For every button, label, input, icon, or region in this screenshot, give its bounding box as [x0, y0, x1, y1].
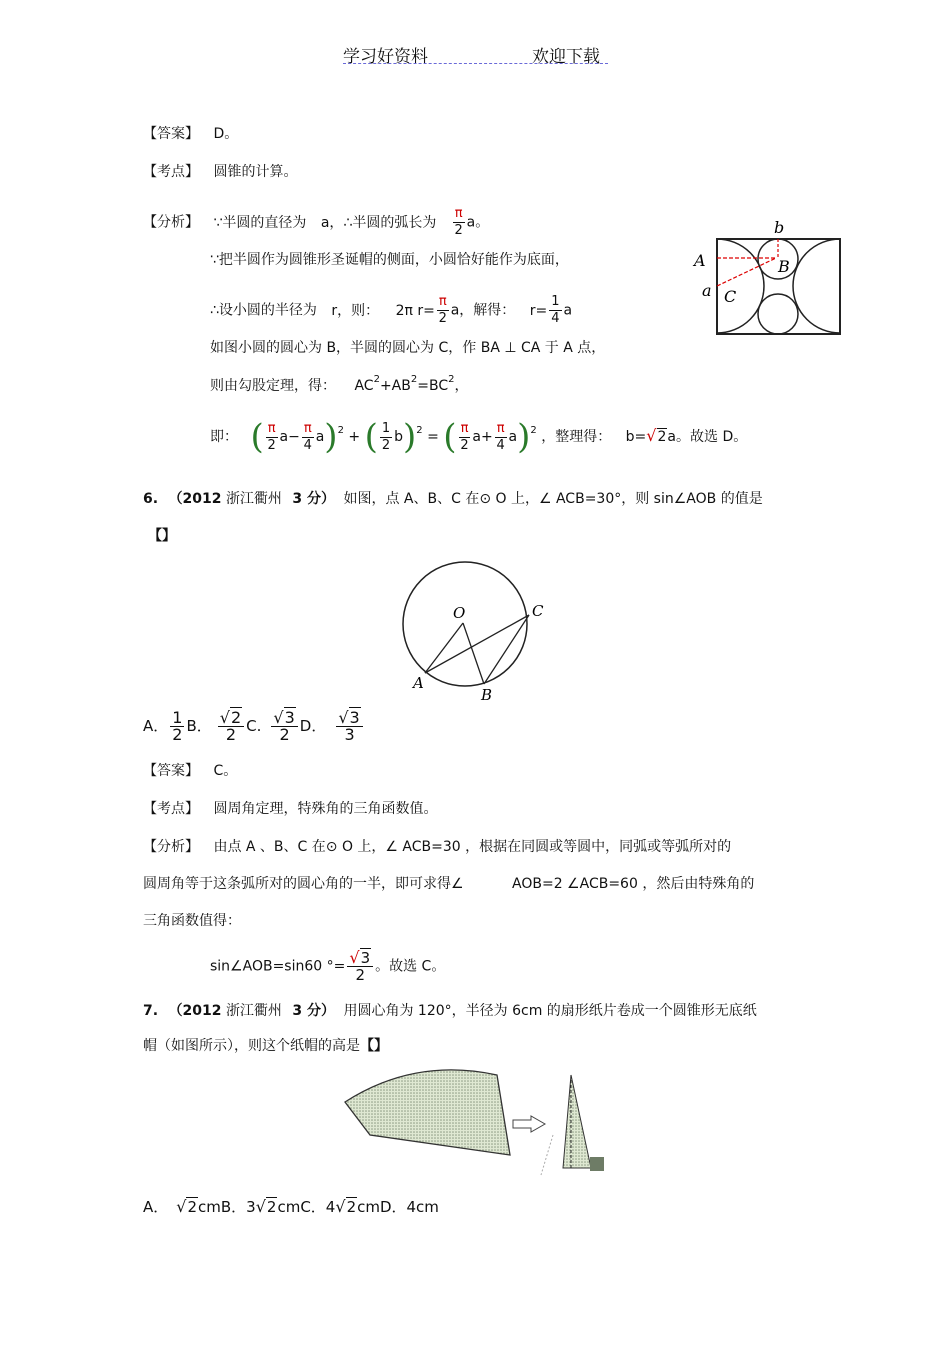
- radicand: 2: [266, 1198, 277, 1216]
- q5-fenxi-line5: [210, 374, 469, 397]
- answer-value: C。: [213, 763, 238, 779]
- segment-OA: [425, 623, 463, 673]
- fenxi-text: a，解得：: [450, 302, 516, 319]
- arrow-icon: [513, 1116, 545, 1132]
- fenxi-text: a: [508, 429, 518, 445]
- q6-answer-line: [143, 762, 237, 780]
- answer-tag: 【答案】: [143, 763, 199, 779]
- fenxi-text: a: [315, 429, 325, 445]
- paren: (: [364, 417, 378, 457]
- circle-figure: [395, 560, 555, 705]
- question-score: 3 分）: [292, 1003, 336, 1019]
- sector-paper: [345, 1070, 510, 1155]
- cone-dashed-edge: [541, 1135, 553, 1175]
- fraction: $\frac{1}{2}$: [381, 420, 391, 453]
- superscript: 2: [530, 425, 537, 436]
- fenxi-text: r，则：: [331, 302, 380, 319]
- radicand: 2: [657, 429, 667, 445]
- question-source: 浙江衢州: [225, 1003, 282, 1019]
- fenxi-text: ∴设小圆的半径为: [210, 302, 317, 319]
- fenxi-text: b=: [625, 429, 647, 445]
- fenxi-text: 2π r=: [395, 302, 435, 319]
- fenxi-text: ，整理得：: [541, 429, 612, 445]
- question-score: 3 分）: [292, 491, 336, 507]
- question-text: 如图，点 A、B、C 在⊙ O 上，∠ ACB=30°，则 sin∠AOB 的值是: [343, 491, 763, 507]
- q7-question-line2: [143, 1037, 388, 1055]
- kaodian-value: 圆锥的计算。: [213, 164, 298, 180]
- fenxi-text: 则由勾股定理，得：: [210, 378, 336, 394]
- label-C: C: [532, 602, 544, 620]
- answer-value: D。: [213, 126, 239, 142]
- circle-O: [403, 562, 527, 686]
- q5-answer-line: [143, 125, 238, 143]
- label-A: A: [694, 251, 706, 270]
- fenxi-text: ∵半圆的直径为: [213, 214, 307, 231]
- fenxi-text: a。故选 D。: [667, 429, 748, 445]
- label-b: b: [774, 218, 785, 237]
- option-label: C.: [246, 717, 262, 735]
- option-label: cmD．4cm: [357, 1198, 439, 1216]
- fenxi-text: =BC: [417, 378, 449, 394]
- label-a: a: [702, 281, 712, 300]
- q6-question: [143, 490, 763, 508]
- option-label: D．: [299, 717, 327, 735]
- paren: ): [324, 417, 338, 457]
- bottom-small-circle: [758, 294, 798, 334]
- header-right: 欢迎下载: [532, 47, 600, 67]
- cone-hat: [563, 1075, 591, 1168]
- question-year: （2012: [168, 1003, 222, 1019]
- header-left: 学习好资料: [343, 47, 428, 67]
- q5-fenxi-line6: [210, 417, 748, 457]
- q6-kaodian-line: [143, 800, 437, 818]
- radius-line: [717, 258, 776, 286]
- fraction: $\frac{\pi}{4}$: [496, 420, 505, 453]
- q7-question-line1: [143, 1002, 757, 1020]
- fenxi-text: r=: [529, 302, 548, 319]
- label-B: B: [778, 257, 790, 276]
- fraction: $\frac{√2}{2}$: [218, 710, 244, 743]
- radical-sign: √: [255, 1197, 266, 1216]
- fenxi-text: a: [563, 302, 573, 319]
- q7-options: [143, 1198, 439, 1216]
- q5-kaodian-line: [143, 163, 297, 181]
- q6-bracket: 【】: [148, 528, 176, 544]
- radicand: 2: [346, 1198, 357, 1216]
- label-O: O: [453, 604, 466, 622]
- radical-sign: √: [646, 426, 657, 445]
- fenxi-text: a+: [472, 429, 493, 445]
- question-number: 7.: [143, 1003, 159, 1019]
- fraction: $\frac{1}{2}$: [172, 708, 183, 744]
- radical-sign: √: [176, 1197, 187, 1216]
- q6-fenxi-line3: 三角函数值得：: [143, 913, 241, 929]
- question-bracket: 【】: [360, 1038, 388, 1054]
- semicircle-figure: [688, 218, 848, 340]
- fenxi-text: AC: [354, 378, 374, 394]
- fraction: $\frac{\pi}{2}$: [454, 206, 463, 238]
- fenxi-text: +AB: [379, 378, 411, 394]
- kaodian-tag: 【考点】: [143, 801, 199, 817]
- fenxi-text: 圆周角等于这条弧所对的圆心角的一半，即可求得∠: [143, 876, 464, 892]
- answer-tag: 【答案】: [143, 126, 199, 142]
- label-C: C: [724, 287, 737, 306]
- fraction: $\frac{\pi}{4}$: [303, 420, 312, 453]
- right-semicircle: [793, 239, 840, 333]
- q6-options: [143, 710, 365, 743]
- option-label: cmB．3: [198, 1198, 256, 1216]
- superscript: 2: [416, 425, 423, 436]
- q6-fenxi-line4: [210, 950, 445, 983]
- fraction: $\frac{√3}{2}$: [271, 710, 297, 743]
- segment-OB: [463, 623, 484, 684]
- radicand: 2: [187, 1198, 198, 1216]
- q6-fenxi-line2: [143, 875, 754, 893]
- sector-cone-figure: [335, 1065, 615, 1185]
- question-year: （2012: [168, 491, 222, 507]
- option-label: B．: [186, 717, 212, 735]
- label-A: A: [413, 674, 424, 692]
- label-B: B: [481, 686, 493, 704]
- kaodian-value: 圆周角定理，特殊角的三角函数值。: [213, 801, 438, 817]
- fenxi-text: ，: [454, 378, 469, 394]
- paren: (: [250, 417, 264, 457]
- fenxi-tag: 【分析】: [143, 214, 199, 231]
- option-label: A．: [143, 717, 169, 735]
- q6-fenxi-line1: [143, 838, 731, 856]
- fenxi-text: 。故选 C。: [375, 958, 446, 975]
- option-label: cmC．4: [277, 1198, 336, 1216]
- fraction: $\frac{\pi}{2}$: [460, 420, 469, 453]
- fenxi-tag: 【分析】: [143, 839, 199, 855]
- fraction: $\frac{√3}{2}$: [347, 950, 373, 983]
- fenxi-text: =: [427, 429, 439, 445]
- question-text: 用圆心角为 120°，半径为 6cm 的扇形纸片卷成一个圆锥形无底纸: [343, 1003, 757, 1019]
- radical-sign: √: [335, 1197, 346, 1216]
- kaodian-tag: 【考点】: [143, 164, 199, 180]
- fraction: $\frac{\pi}{2}$: [267, 420, 276, 453]
- left-semicircle: [717, 239, 764, 333]
- paren: (: [443, 417, 457, 457]
- question-text: 帽（如图所示），则这个纸帽的高是: [143, 1038, 360, 1054]
- fenxi-text: a，∴半圆的弧长为: [320, 214, 437, 231]
- fenxi-text: a: [279, 429, 289, 445]
- superscript: 2: [448, 374, 455, 385]
- fenxi-text: 即：: [210, 429, 238, 445]
- q5-fenxi-line1: [143, 206, 489, 239]
- fraction: $\frac{\pi}{2}$: [438, 294, 447, 326]
- fenxi-text: +: [348, 429, 361, 445]
- paren: ): [403, 417, 417, 457]
- q5-fenxi-line3: [210, 294, 572, 327]
- superscript: 2: [373, 374, 380, 385]
- q5-fenxi-line2: ∵把半圆作为圆锥形圣诞帽的侧面，小圆恰好能作为底面，: [210, 252, 569, 268]
- fenxi-text: AOB=2 ∠ACB=60 ，然后由特殊角的: [512, 876, 755, 892]
- q5-fenxi-line4: 如图小圆的圆心为 B，半圆的圆心为 C，作 BA ⊥ CA 于 A 点，: [210, 340, 606, 356]
- fraction: $\frac{1}{4}$: [551, 294, 560, 326]
- fenxi-text: 由点 A 、B、C 在⊙ O 上，∠ ACB=30 ，根据在同圆或等圆中，同弧或等弧所对的: [213, 839, 732, 855]
- superscript: 2: [410, 374, 418, 385]
- cone-base-shadow: [590, 1157, 604, 1171]
- header-divider: [343, 63, 608, 64]
- fenxi-text: sin∠AOB=sin60 °=: [210, 958, 346, 975]
- question-number: 6.: [143, 491, 159, 507]
- question-source: 浙江衢州: [225, 491, 282, 507]
- superscript: 2: [337, 425, 344, 436]
- fenxi-text: a。: [466, 214, 490, 231]
- paren: ): [517, 417, 531, 457]
- option-label: A．: [143, 1198, 169, 1216]
- fraction: $\frac{√3}{3}$: [336, 710, 362, 743]
- fenxi-text: b: [394, 429, 404, 445]
- fenxi-text: −: [288, 429, 300, 445]
